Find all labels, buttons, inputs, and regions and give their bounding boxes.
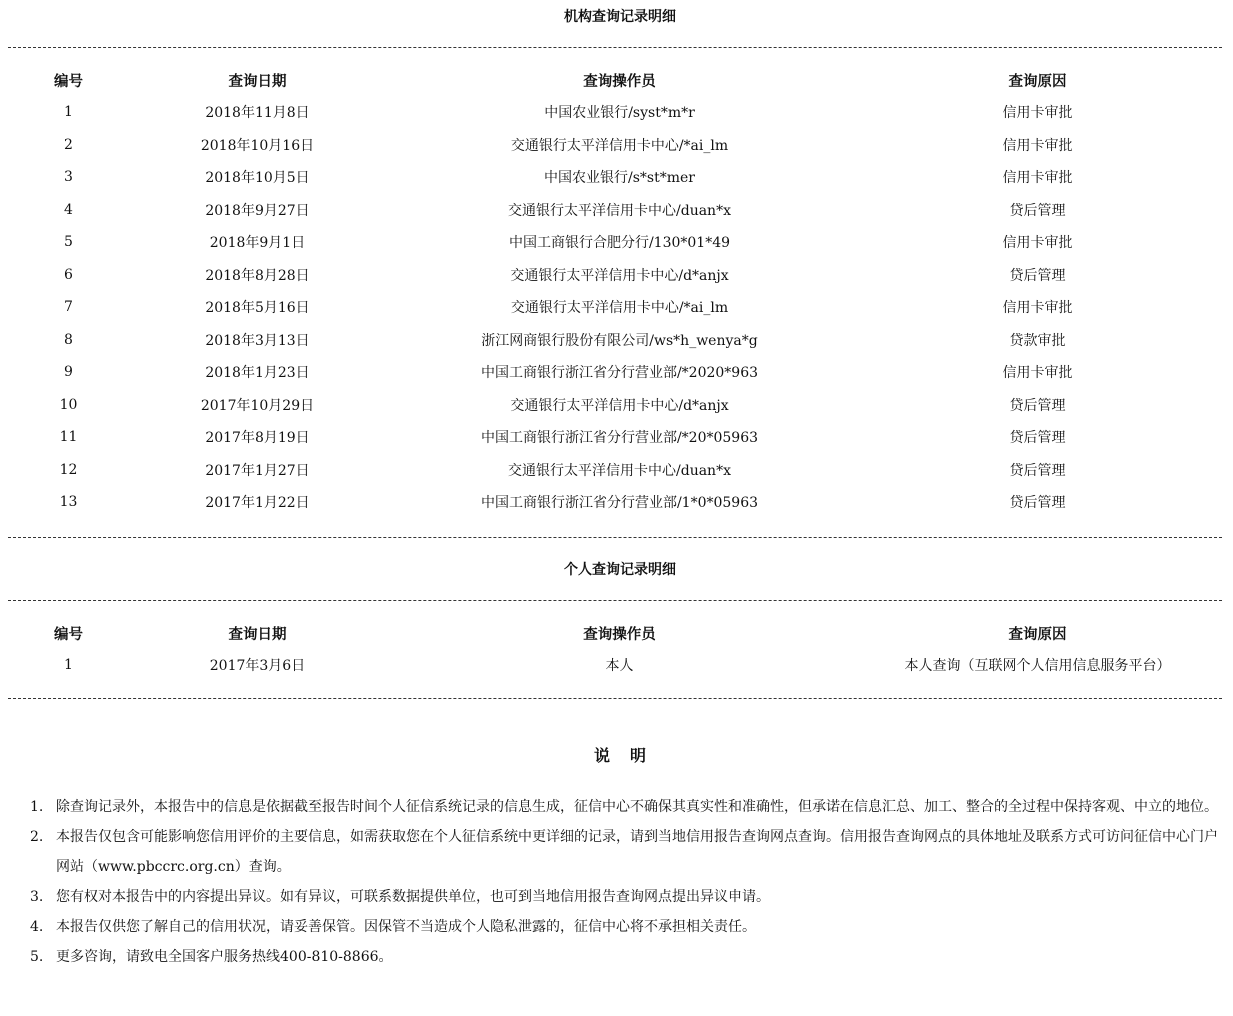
table-header-row [8,617,1222,649]
header-operator: 查询操作员 [583,626,656,643]
note-text: 更多咨询，请致电全国客户服务热线400-810-8866。 [56,949,393,965]
cell-operator: 中国农业银行/syst*m*r [544,105,695,122]
cell-date: 2018年11月8日 [205,105,310,122]
cell-operator: 交通银行太平洋信用卡中心/duan*x [508,202,731,219]
cell-reason: 本人查询（互联网个人信用信息服务平台） [904,658,1171,675]
cell-date: 2018年1月23日 [205,365,310,382]
note-number: 4. [30,919,44,935]
cell-reason: 贷后管理 [1009,202,1066,219]
header-date: 查询日期 [228,626,287,643]
cell-reason: 信用卡审批 [1002,105,1073,122]
cell-operator: 交通银行太平洋信用卡中心/duan*x [508,462,731,479]
cell-operator: 中国工商银行合肥分行/130*01*49 [508,235,731,252]
header-number: 编号 [54,73,83,90]
cell-date: 2018年5月16日 [205,300,310,317]
table-row [8,226,1222,259]
header-reason: 查询原因 [1008,73,1067,90]
table-row [8,389,1222,422]
cell-date: 2017年8月19日 [205,430,310,447]
note-text: 本报告仅包含可能影响您信用评价的主要信息，如需获取您在个人征信系统中更详细的记录，请到当地信用报告查询网点查询。信用报告查询网点的具体地址及联系方式可访问征信中心门户网站（www.pbccrc.org.cn）查询。 [56,829,1218,875]
note-item [30,822,1231,882]
note-text: 您有权对本报告中的内容提出异议。如有异议，可联系数据提供单位，也可到当地信用报告查询网点提出异议申请。 [56,889,770,905]
cell-number: 4 [64,201,73,218]
cell-operator: 交通银行太平洋信用卡中心/d*anjx [510,397,729,414]
note-text: 除查询记录外，本报告中的信息是依据截至报告时间个人征信系统记录的信息生成，征信中心不确保其真实性和准确性，但承诺在信息汇总、加工、整合的全过程中保持客观、中立的地位。 [56,799,1218,815]
cell-reason: 信用卡审批 [1002,235,1073,252]
table-row [8,129,1222,162]
cell-operator: 中国工商银行浙江省分行营业部/1*0*05963 [480,495,759,512]
cell-reason: 贷后管理 [1009,495,1066,512]
cell-operator: 交通银行太平洋信用卡中心/*ai_lm [510,137,729,154]
personal-section-title: 个人查询记录明细 [564,562,676,578]
cell-operator: 浙江网商银行股份有限公司/ws*h_wenya*g [481,332,758,349]
divider [8,47,1222,48]
cell-number: 5 [64,234,73,251]
notes-title: 说明 [593,746,666,765]
note-number: 1. [30,799,44,815]
cell-number: 10 [59,396,78,413]
table-row [8,454,1222,487]
personal-query-table [8,617,1222,682]
cell-reason: 贷款审批 [1009,332,1066,349]
cell-operator: 中国工商银行浙江省分行营业部/*2020*963 [480,365,759,382]
cell-number: 8 [64,331,73,348]
note-number: 2. [30,829,44,845]
table-row [8,356,1222,389]
note-item [30,792,1231,822]
cell-date: 2018年8月28日 [205,267,310,284]
cell-number: 1 [64,657,73,674]
cell-date: 2017年1月22日 [205,495,310,512]
divider [8,698,1222,699]
cell-reason: 信用卡审批 [1002,365,1073,382]
table-row [8,649,1222,682]
cell-date: 2017年1月27日 [205,462,310,479]
cell-operator: 中国农业银行/s*st*mer [544,170,695,187]
cell-date: 2018年9月27日 [205,202,310,219]
note-text: 本报告仅供您了解自己的信用状况，请妥善保管。因保管不当造成个人隐私泄露的，征信中心将不承担相关责任。 [56,919,756,935]
cell-operator: 本人 [605,658,634,675]
table-row [8,421,1222,454]
cell-date: 2018年10月16日 [200,137,315,154]
table-row [8,161,1222,194]
notes-list [30,792,1231,972]
table-row [8,486,1222,519]
institution-section-title: 机构查询记录明细 [564,9,676,25]
cell-reason: 信用卡审批 [1002,137,1073,154]
header-date: 查询日期 [228,73,287,90]
cell-number: 6 [64,266,73,283]
cell-date: 2018年3月13日 [205,332,310,349]
cell-reason: 贷后管理 [1009,267,1066,284]
note-number: 3. [30,889,44,905]
cell-date: 2017年10月29日 [200,397,315,414]
cell-reason: 贷后管理 [1009,397,1066,414]
cell-number: 12 [59,461,78,478]
cell-date: 2018年9月1日 [209,235,306,252]
cell-number: 13 [59,494,78,511]
cell-reason: 贷后管理 [1009,462,1066,479]
cell-number: 3 [64,169,73,186]
note-item [30,912,1231,942]
header-reason: 查询原因 [1008,626,1067,643]
cell-date: 2017年3月6日 [209,658,306,675]
divider [8,537,1222,538]
cell-operator: 中国工商银行浙江省分行营业部/*20*05963 [480,430,759,447]
cell-operator: 交通银行太平洋信用卡中心/*ai_lm [510,300,729,317]
header-number: 编号 [54,626,83,643]
note-item [30,882,1231,912]
cell-reason: 信用卡审批 [1002,300,1073,317]
table-row [8,291,1222,324]
table-header-row [8,64,1222,96]
table-row [8,324,1222,357]
table-row [8,259,1222,292]
note-number: 5. [30,949,44,965]
table-row [8,96,1222,129]
cell-number: 9 [64,364,73,381]
header-operator: 查询操作员 [583,73,656,90]
note-item [30,942,1231,972]
cell-number: 11 [59,429,78,446]
institution-query-table [8,64,1222,519]
cell-operator: 交通银行太平洋信用卡中心/d*anjx [510,267,729,284]
cell-date: 2018年10月5日 [205,170,310,187]
cell-number: 2 [64,136,73,153]
cell-number: 1 [64,104,73,121]
cell-number: 7 [64,299,73,316]
cell-reason: 信用卡审批 [1002,170,1073,187]
divider [8,600,1222,601]
cell-reason: 贷后管理 [1009,430,1066,447]
table-row [8,194,1222,227]
